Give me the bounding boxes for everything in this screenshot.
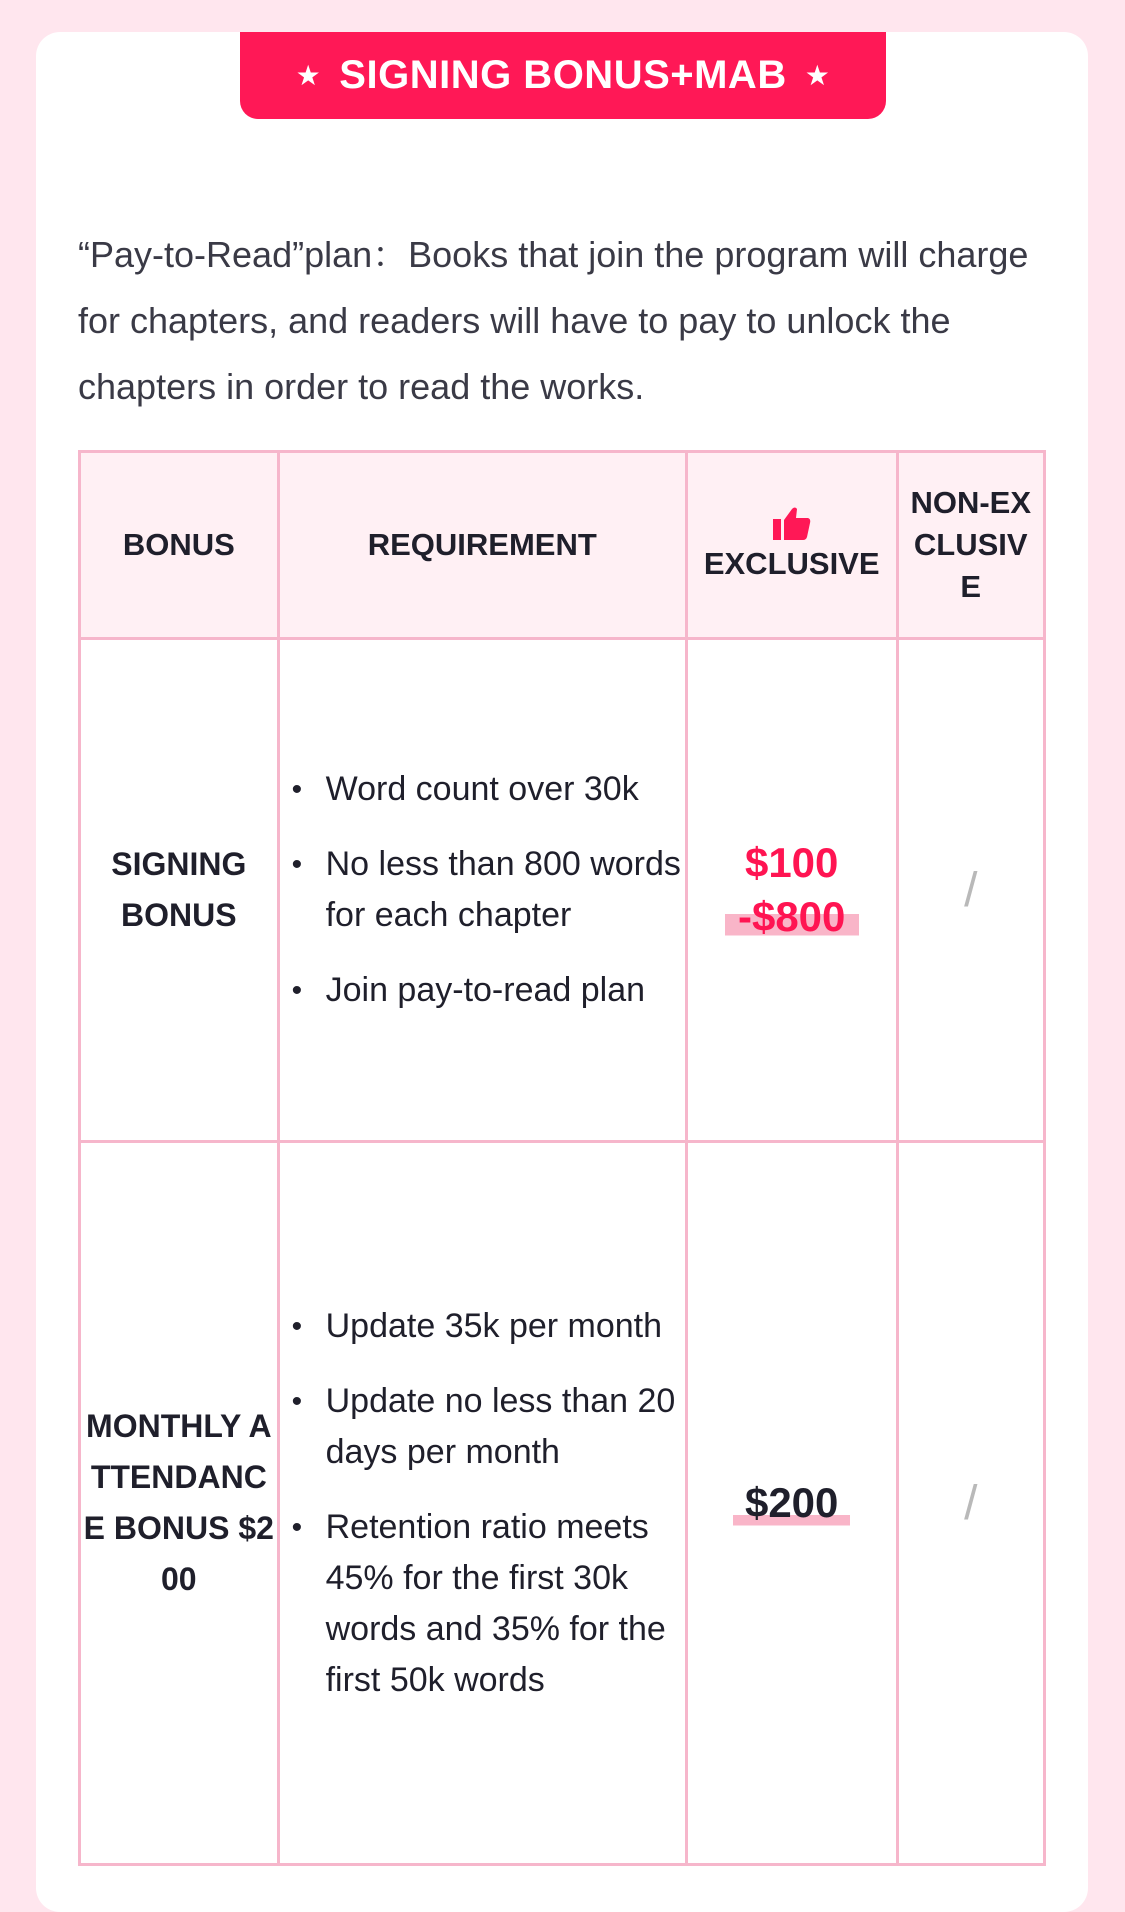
exclusive-amount: $200 bbox=[733, 1476, 850, 1530]
requirement-cell bbox=[278, 639, 686, 1142]
banner-title: SIGNING BONUS+MAB bbox=[339, 53, 787, 97]
requirement-cell bbox=[278, 1142, 686, 1865]
header-non-exclusive: NON-EXCLUSIVE bbox=[897, 452, 1044, 639]
intro-text: “Pay-to-Read”plan：Books that join the program will charge for chapters, and readers will have to pay to unlock the chapters in order to read the works. bbox=[78, 234, 1029, 407]
table-row bbox=[80, 639, 1045, 1142]
header-requirement: REQUIREMENT bbox=[278, 452, 686, 639]
requirement-item: • Word count over 30k bbox=[280, 764, 685, 815]
bonus-card bbox=[36, 32, 1088, 1912]
header-exclusive bbox=[686, 452, 897, 639]
requirement-list bbox=[280, 764, 685, 1016]
header-exclusive-label: EXCLUSIVE bbox=[703, 546, 880, 581]
bonus-table bbox=[78, 450, 1046, 1866]
star-icon-left: ★ bbox=[295, 60, 322, 91]
exclusive-amount-cell bbox=[686, 639, 897, 1142]
requirement-item: • Retention ratio meets 45% for the first 30k words and 35% for the first 50k words bbox=[280, 1502, 685, 1706]
table-row bbox=[80, 1142, 1045, 1865]
table-header-row bbox=[80, 452, 1045, 639]
non-exclusive-cell: / bbox=[897, 1142, 1044, 1865]
requirement-item: • Update 35k per month bbox=[280, 1301, 685, 1352]
title-banner bbox=[240, 32, 886, 119]
bonus-name-cell: SIGNING BONUS bbox=[80, 639, 279, 1142]
exclusive-amount-cell bbox=[686, 1142, 897, 1865]
exclusive-amount: $100-$800 bbox=[725, 836, 859, 944]
star-icon-right: ★ bbox=[804, 60, 831, 91]
requirement-item: • Join pay-to-read plan bbox=[280, 965, 685, 1016]
bonus-name-cell: MONTHLY ATTENDANCE BONUS $200 bbox=[80, 1142, 279, 1865]
requirement-item: • No less than 800 words for each chapter bbox=[280, 839, 685, 941]
requirement-item: • Update no less than 20 days per month bbox=[280, 1376, 685, 1478]
thumbs-up-icon bbox=[772, 505, 812, 541]
header-bonus: BONUS bbox=[80, 452, 279, 639]
non-exclusive-cell: / bbox=[897, 639, 1044, 1142]
requirement-list bbox=[280, 1301, 685, 1706]
